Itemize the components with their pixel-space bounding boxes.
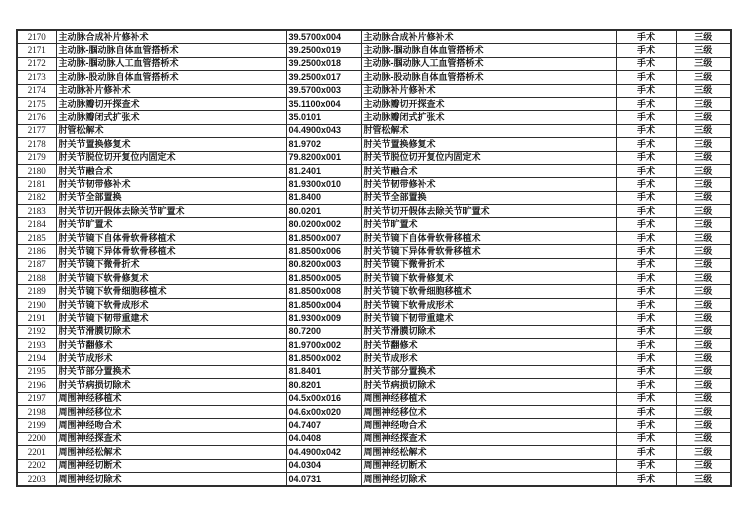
table-row [17, 392, 731, 405]
table-row [17, 285, 731, 298]
category-cell: 手术 [616, 164, 676, 177]
row-number-cell: 2199 [17, 419, 56, 432]
category-cell: 手术 [616, 97, 676, 110]
category-cell: 手术 [616, 379, 676, 392]
level-cell: 三级 [676, 124, 731, 137]
level-cell: 三级 [676, 245, 731, 258]
category-cell: 手术 [616, 218, 676, 231]
table-row [17, 71, 731, 84]
category-cell: 手术 [616, 191, 676, 204]
row-number-cell: 2190 [17, 298, 56, 311]
procedure-name-repeat-cell: 肘关节韧带修补术 [361, 178, 616, 191]
category-cell: 手术 [616, 298, 676, 311]
procedure-name-cell: 肘关节全部置换 [56, 191, 286, 204]
category-cell: 手术 [616, 71, 676, 84]
procedure-name-cell: 主动脉-股动脉自体血管搭桥术 [56, 71, 286, 84]
row-number-cell: 2180 [17, 164, 56, 177]
procedure-name-repeat-cell: 肘关节镜下韧带重建术 [361, 312, 616, 325]
table-row [17, 205, 731, 218]
table-row [17, 44, 731, 57]
level-cell: 三级 [676, 392, 731, 405]
category-cell: 手术 [616, 111, 676, 124]
level-cell: 三级 [676, 71, 731, 84]
row-number-cell: 2198 [17, 405, 56, 418]
procedure-code-cell: 39.2500x017 [286, 71, 361, 84]
table-row [17, 338, 731, 351]
procedure-name-repeat-cell: 周围神经移位术 [361, 405, 616, 418]
procedure-code-cell: 04.6x00x020 [286, 405, 361, 418]
procedure-name-cell: 肘关节融合术 [56, 164, 286, 177]
row-number-cell: 2201 [17, 446, 56, 459]
table-row [17, 446, 731, 459]
procedure-name-cell: 主动脉合成补片修补术 [56, 30, 286, 44]
level-cell: 三级 [676, 446, 731, 459]
procedure-code-cell: 04.0408 [286, 432, 361, 445]
procedure-name-repeat-cell: 主动脉补片修补术 [361, 84, 616, 97]
category-cell: 手术 [616, 459, 676, 472]
category-cell: 手术 [616, 205, 676, 218]
level-cell: 三级 [676, 419, 731, 432]
procedure-name-cell: 肘关节镜下韧带重建术 [56, 312, 286, 325]
level-cell: 三级 [676, 178, 731, 191]
procedure-name-cell: 肘关节韧带修补术 [56, 178, 286, 191]
procedure-code-cell: 81.8500x006 [286, 245, 361, 258]
procedure-code-cell: 35.1100x004 [286, 97, 361, 110]
procedure-name-cell: 肘关节滑膜切除术 [56, 325, 286, 338]
procedure-name-repeat-cell: 主动脉-股动脉自体血管搭桥术 [361, 71, 616, 84]
procedure-code-cell: 81.9300x010 [286, 178, 361, 191]
row-number-cell: 2193 [17, 338, 56, 351]
procedure-code-cell: 39.5700x003 [286, 84, 361, 97]
procedure-name-repeat-cell: 肘关节成形术 [361, 352, 616, 365]
category-cell: 手术 [616, 352, 676, 365]
procedure-code-cell: 04.4900x043 [286, 124, 361, 137]
procedure-name-repeat-cell: 肘关节翻修术 [361, 338, 616, 351]
procedure-code-cell: 39.2500x018 [286, 57, 361, 70]
procedure-name-cell: 肘管松解术 [56, 124, 286, 137]
level-cell: 三级 [676, 30, 731, 44]
procedure-name-cell: 肘关节成形术 [56, 352, 286, 365]
procedure-name-cell: 肘关节部分置换术 [56, 365, 286, 378]
category-cell: 手术 [616, 245, 676, 258]
procedure-code-cell: 81.8400 [286, 191, 361, 204]
procedure-name-repeat-cell: 肘关节全部置换 [361, 191, 616, 204]
category-cell: 手术 [616, 312, 676, 325]
procedure-name-cell: 肘关节镜下自体骨软骨移植术 [56, 231, 286, 244]
procedure-name-repeat-cell: 肘关节镜下软骨细胞移植术 [361, 285, 616, 298]
category-cell: 手术 [616, 272, 676, 285]
level-cell: 三级 [676, 285, 731, 298]
table-row [17, 379, 731, 392]
category-cell: 手术 [616, 432, 676, 445]
category-cell: 手术 [616, 472, 676, 486]
procedure-name-cell: 肘关节切开假体去除关节旷置术 [56, 205, 286, 218]
category-cell: 手术 [616, 325, 676, 338]
row-number-cell: 2191 [17, 312, 56, 325]
table-row [17, 352, 731, 365]
category-cell: 手术 [616, 30, 676, 44]
row-number-cell: 2189 [17, 285, 56, 298]
procedure-name-cell: 肘关节旷置术 [56, 218, 286, 231]
category-cell: 手术 [616, 151, 676, 164]
procedure-code-cell: 04.4900x042 [286, 446, 361, 459]
level-cell: 三级 [676, 44, 731, 57]
category-cell: 手术 [616, 405, 676, 418]
category-cell: 手术 [616, 44, 676, 57]
procedure-code-cell: 04.0731 [286, 472, 361, 486]
procedure-code-cell: 04.0304 [286, 459, 361, 472]
row-number-cell: 2173 [17, 71, 56, 84]
category-cell: 手术 [616, 338, 676, 351]
category-cell: 手术 [616, 365, 676, 378]
level-cell: 三级 [676, 205, 731, 218]
procedure-name-repeat-cell: 肘关节置换修复术 [361, 138, 616, 151]
row-number-cell: 2179 [17, 151, 56, 164]
row-number-cell: 2171 [17, 44, 56, 57]
row-number-cell: 2172 [17, 57, 56, 70]
table-row [17, 57, 731, 70]
procedure-name-repeat-cell: 肘关节切开假体去除关节旷置术 [361, 205, 616, 218]
row-number-cell: 2174 [17, 84, 56, 97]
procedure-code-cell: 81.8500x002 [286, 352, 361, 365]
procedure-code-cell: 81.2401 [286, 164, 361, 177]
level-cell: 三级 [676, 218, 731, 231]
table-row [17, 30, 731, 44]
procedure-code-cell: 39.5700x004 [286, 30, 361, 44]
level-cell: 三级 [676, 97, 731, 110]
procedure-name-cell: 肘关节镜下软骨成形术 [56, 298, 286, 311]
procedure-code-cell: 81.9702 [286, 138, 361, 151]
table-row [17, 231, 731, 244]
level-cell: 三级 [676, 312, 731, 325]
procedure-name-cell: 肘关节镜下软骨细胞移植术 [56, 285, 286, 298]
procedure-name-cell: 周围神经探查术 [56, 432, 286, 445]
procedure-name-cell: 周围神经移位术 [56, 405, 286, 418]
procedure-name-cell: 肘关节病损切除术 [56, 379, 286, 392]
procedure-code-cell: 39.2500x019 [286, 44, 361, 57]
category-cell: 手术 [616, 419, 676, 432]
category-cell: 手术 [616, 84, 676, 97]
table-row [17, 191, 731, 204]
row-number-cell: 2185 [17, 231, 56, 244]
procedure-name-cell: 肘关节镜下微骨折术 [56, 258, 286, 271]
category-cell: 手术 [616, 124, 676, 137]
procedure-name-repeat-cell: 肘关节融合术 [361, 164, 616, 177]
row-number-cell: 2175 [17, 97, 56, 110]
table-row [17, 151, 731, 164]
table-row [17, 84, 731, 97]
procedure-name-repeat-cell: 肘管松解术 [361, 124, 616, 137]
row-number-cell: 2195 [17, 365, 56, 378]
procedure-name-repeat-cell: 肘关节镜下微骨折术 [361, 258, 616, 271]
procedure-code-cell: 80.7200 [286, 325, 361, 338]
table-row [17, 97, 731, 110]
procedure-code-cell: 80.0200x002 [286, 218, 361, 231]
procedure-name-repeat-cell: 肘关节脱位切开复位内固定术 [361, 151, 616, 164]
procedure-name-repeat-cell: 周围神经切除术 [361, 472, 616, 486]
table-row [17, 245, 731, 258]
category-cell: 手术 [616, 446, 676, 459]
table-row [17, 298, 731, 311]
procedure-name-repeat-cell: 主动脉-腘动脉自体血管搭桥术 [361, 44, 616, 57]
procedure-code-cell: 79.8200x001 [286, 151, 361, 164]
procedure-name-cell: 周围神经吻合术 [56, 419, 286, 432]
row-number-cell: 2181 [17, 178, 56, 191]
procedure-name-cell: 周围神经切断术 [56, 459, 286, 472]
procedure-name-repeat-cell: 肘关节镜下异体骨软骨移植术 [361, 245, 616, 258]
procedure-code-cell: 81.8500x007 [286, 231, 361, 244]
level-cell: 三级 [676, 164, 731, 177]
procedure-name-repeat-cell: 周围神经探查术 [361, 432, 616, 445]
procedure-name-cell: 肘关节镜下异体骨软骨移植术 [56, 245, 286, 258]
level-cell: 三级 [676, 459, 731, 472]
row-number-cell: 2186 [17, 245, 56, 258]
level-cell: 三级 [676, 191, 731, 204]
table-row [17, 312, 731, 325]
procedure-name-cell: 周围神经移植术 [56, 392, 286, 405]
procedure-name-cell: 主动脉瓣切开探查术 [56, 97, 286, 110]
table-row [17, 405, 731, 418]
level-cell: 三级 [676, 138, 731, 151]
table-row [17, 472, 731, 486]
procedure-name-repeat-cell: 肘关节滑膜切除术 [361, 325, 616, 338]
procedure-code-cell: 81.9300x009 [286, 312, 361, 325]
procedure-name-cell: 主动脉-腘动脉自体血管搭桥术 [56, 44, 286, 57]
row-number-cell: 2188 [17, 272, 56, 285]
row-number-cell: 2196 [17, 379, 56, 392]
category-cell: 手术 [616, 178, 676, 191]
procedure-code-cell: 35.0101 [286, 111, 361, 124]
procedure-name-cell: 周围神经切除术 [56, 472, 286, 486]
table-row [17, 218, 731, 231]
row-number-cell: 2176 [17, 111, 56, 124]
row-number-cell: 2170 [17, 30, 56, 44]
procedure-name-repeat-cell: 周围神经吻合术 [361, 419, 616, 432]
level-cell: 三级 [676, 325, 731, 338]
level-cell: 三级 [676, 352, 731, 365]
procedure-name-repeat-cell: 肘关节旷置术 [361, 218, 616, 231]
procedure-name-repeat-cell: 主动脉瓣切开探查术 [361, 97, 616, 110]
level-cell: 三级 [676, 405, 731, 418]
category-cell: 手术 [616, 231, 676, 244]
procedure-name-repeat-cell: 肘关节病损切除术 [361, 379, 616, 392]
row-number-cell: 2187 [17, 258, 56, 271]
procedure-name-repeat-cell: 周围神经松解术 [361, 446, 616, 459]
procedure-name-repeat-cell: 主动脉-腘动脉人工血管搭桥术 [361, 57, 616, 70]
procedure-name-repeat-cell: 肘关节镜下软骨修复术 [361, 272, 616, 285]
table-row [17, 459, 731, 472]
row-number-cell: 2184 [17, 218, 56, 231]
procedure-code-cell: 04.7407 [286, 419, 361, 432]
procedure-table [16, 29, 732, 487]
category-cell: 手术 [616, 57, 676, 70]
level-cell: 三级 [676, 84, 731, 97]
row-number-cell: 2194 [17, 352, 56, 365]
procedure-name-cell: 肘关节翻修术 [56, 338, 286, 351]
procedure-name-repeat-cell: 肘关节镜下自体骨软骨移植术 [361, 231, 616, 244]
table-row [17, 138, 731, 151]
category-cell: 手术 [616, 258, 676, 271]
level-cell: 三级 [676, 338, 731, 351]
row-number-cell: 2203 [17, 472, 56, 486]
level-cell: 三级 [676, 272, 731, 285]
procedure-name-repeat-cell: 肘关节部分置换术 [361, 365, 616, 378]
level-cell: 三级 [676, 57, 731, 70]
row-number-cell: 2200 [17, 432, 56, 445]
procedure-name-repeat-cell: 主动脉合成补片修补术 [361, 30, 616, 44]
procedure-name-repeat-cell: 周围神经切断术 [361, 459, 616, 472]
table-row [17, 432, 731, 445]
procedure-code-cell: 80.8200x003 [286, 258, 361, 271]
row-number-cell: 2192 [17, 325, 56, 338]
procedure-name-cell: 主动脉-腘动脉人工血管搭桥术 [56, 57, 286, 70]
procedure-code-cell: 80.0201 [286, 205, 361, 218]
row-number-cell: 2183 [17, 205, 56, 218]
procedure-name-cell: 主动脉补片修补术 [56, 84, 286, 97]
level-cell: 三级 [676, 151, 731, 164]
row-number-cell: 2178 [17, 138, 56, 151]
level-cell: 三级 [676, 472, 731, 486]
procedure-code-cell: 81.8401 [286, 365, 361, 378]
table-row [17, 325, 731, 338]
procedure-name-cell: 肘关节置换修复术 [56, 138, 286, 151]
level-cell: 三级 [676, 111, 731, 124]
procedure-name-cell: 肘关节脱位切开复位内固定术 [56, 151, 286, 164]
category-cell: 手术 [616, 138, 676, 151]
table-row [17, 272, 731, 285]
row-number-cell: 2197 [17, 392, 56, 405]
table-row [17, 111, 731, 124]
procedure-name-repeat-cell: 周围神经移植术 [361, 392, 616, 405]
table-row [17, 178, 731, 191]
procedure-code-cell: 81.8500x005 [286, 272, 361, 285]
procedure-code-cell: 81.9700x002 [286, 338, 361, 351]
level-cell: 三级 [676, 432, 731, 445]
level-cell: 三级 [676, 379, 731, 392]
procedure-code-cell: 04.5x00x016 [286, 392, 361, 405]
procedure-name-repeat-cell: 肘关节镜下软骨成形术 [361, 298, 616, 311]
procedure-name-cell: 主动脉瓣闭式扩张术 [56, 111, 286, 124]
procedure-code-cell: 80.8201 [286, 379, 361, 392]
procedure-name-repeat-cell: 主动脉瓣闭式扩张术 [361, 111, 616, 124]
level-cell: 三级 [676, 231, 731, 244]
table-row [17, 124, 731, 137]
table-body [17, 30, 731, 486]
category-cell: 手术 [616, 285, 676, 298]
procedure-code-cell: 81.8500x004 [286, 298, 361, 311]
table-row [17, 164, 731, 177]
table-row [17, 419, 731, 432]
row-number-cell: 2182 [17, 191, 56, 204]
row-number-cell: 2177 [17, 124, 56, 137]
category-cell: 手术 [616, 392, 676, 405]
level-cell: 三级 [676, 258, 731, 271]
level-cell: 三级 [676, 365, 731, 378]
procedure-code-cell: 81.8500x008 [286, 285, 361, 298]
procedure-name-cell: 周围神经松解术 [56, 446, 286, 459]
level-cell: 三级 [676, 298, 731, 311]
row-number-cell: 2202 [17, 459, 56, 472]
procedure-name-cell: 肘关节镜下软骨修复术 [56, 272, 286, 285]
table-row [17, 365, 731, 378]
table-row [17, 258, 731, 271]
